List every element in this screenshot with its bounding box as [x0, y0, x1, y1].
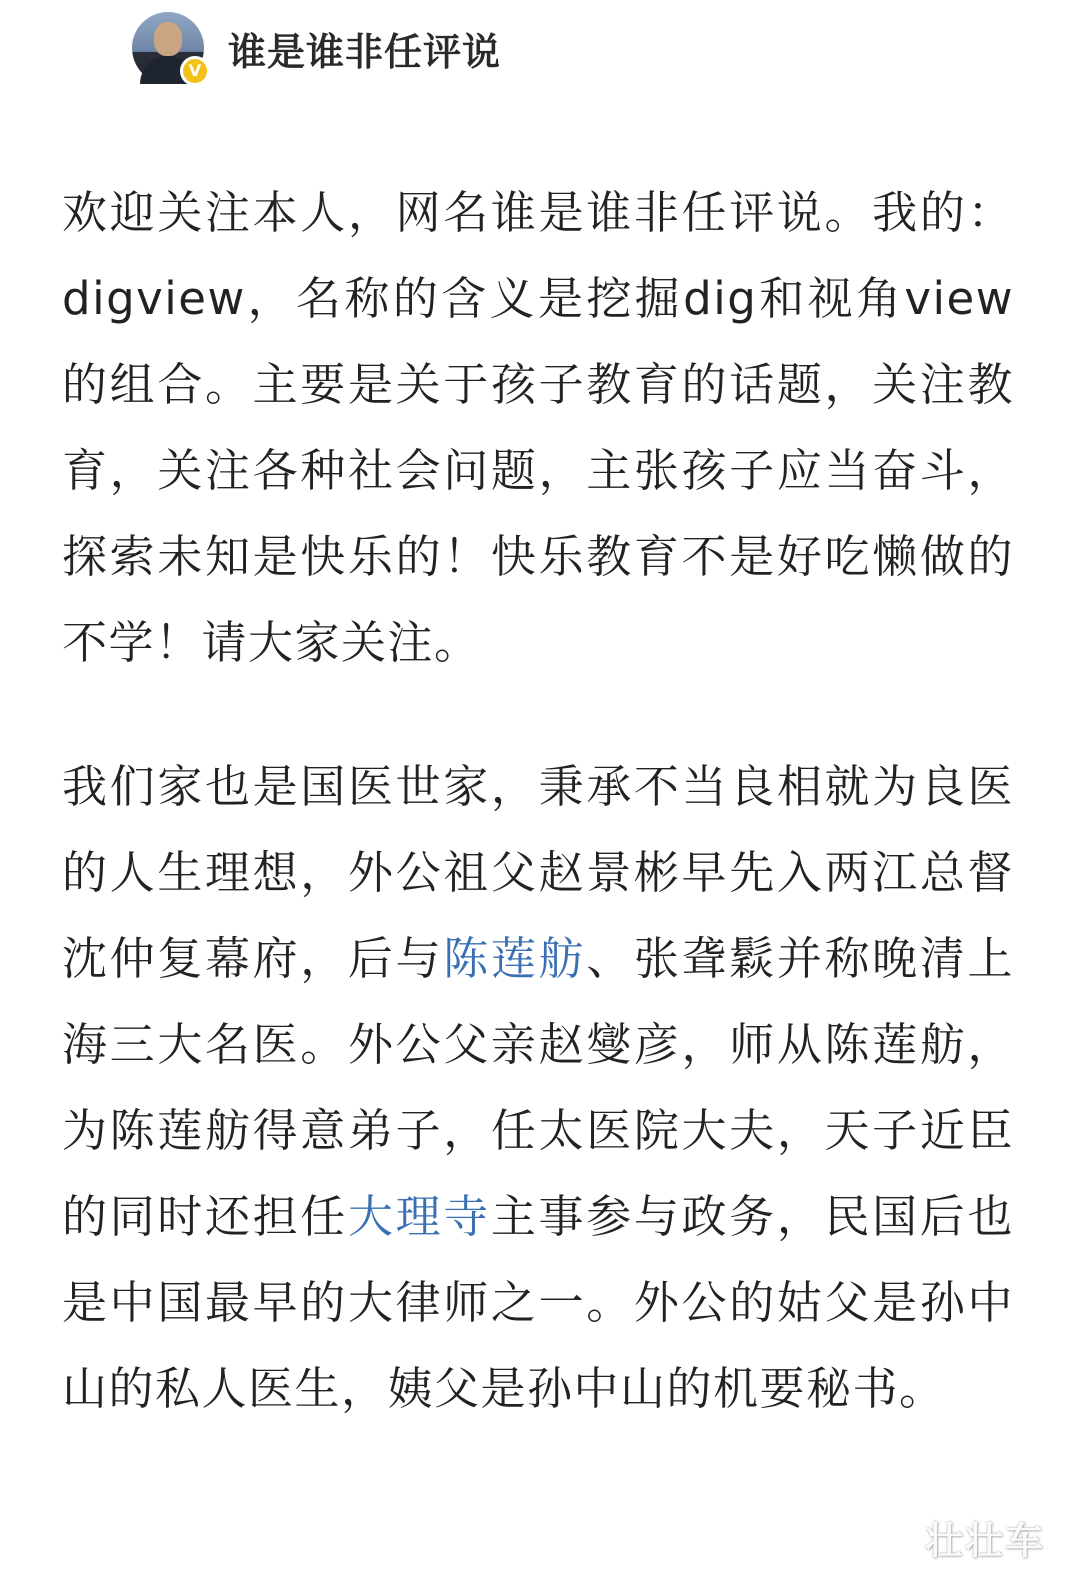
paragraph-intro: [62, 170, 1014, 686]
verified-badge-icon: V: [180, 56, 210, 86]
link-dalisi[interactable]: 大理寺: [347, 1190, 491, 1243]
watermark: 壮壮车: [924, 1519, 1045, 1563]
author-header: [132, 12, 501, 84]
text-segment: 、张聋鬏并称晚清上海三大名医。外公父亲赵燮彦，师从陈莲舫，为陈莲舫得意弟子，任太医院大夫，天子近臣的同时还担任: [62, 932, 1014, 1243]
author-name[interactable]: 谁是谁非任评说: [228, 29, 502, 74]
paragraph-family-history: [62, 744, 1014, 1432]
article-body: [62, 170, 1014, 1432]
text-segment: 我们家也是国医世家，秉承不当良相就为良医的人生理想，外公祖父赵景彬早先入两江总督沈仲复幕府，后与: [62, 760, 1014, 985]
avatar[interactable]: [132, 12, 204, 84]
text-segment: 主事参与政务，民国后也是中国最早的大律师之一。外公的姑父是孙中山的私人医生，姨父是孙中山的机要秘书。: [62, 1190, 1014, 1415]
avatar-face: [154, 22, 182, 56]
text-segment: 欢迎关注本人，网名谁是谁非任评说。我的： digview，名称的含义是挖掘dig和视角view的组合。主要是关于孩子教育的话题，关注教育，关注各种社会问题，主张孩子应当奋斗，探索未知是快乐的！快乐教育不是好吃懒做的不学！请大家关注。: [62, 186, 1014, 669]
link-chen-lianfang[interactable]: 陈莲舫: [443, 932, 587, 985]
